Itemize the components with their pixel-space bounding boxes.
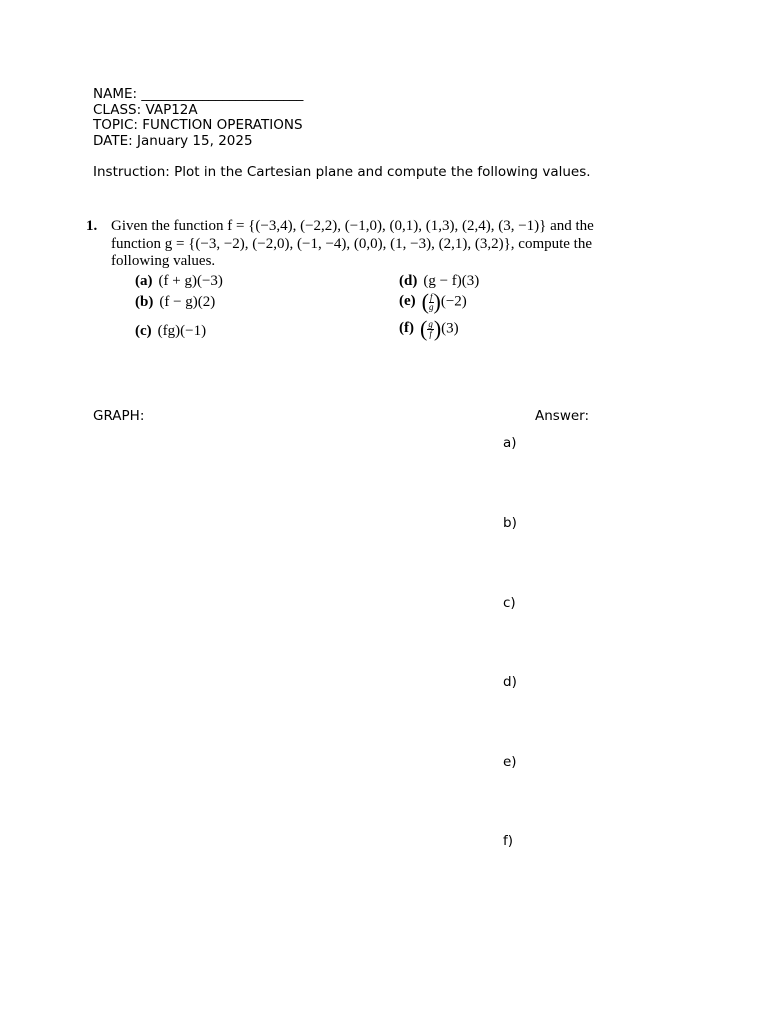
part-e-label: (e) xyxy=(399,293,416,310)
answer-label: Answer: xyxy=(535,408,590,424)
part-b-expression: (f − g)(2) xyxy=(159,294,216,310)
answer-b: b) xyxy=(503,515,517,531)
part-e: (e) ( $\frac{f}{g}$ )(−2) xyxy=(399,289,467,314)
part-c xyxy=(135,323,206,341)
problem-statement xyxy=(111,218,686,271)
part-e-fraction: $\frac{f}{g}$ xyxy=(428,291,434,312)
part-b xyxy=(135,294,215,312)
part-f-fraction: $\frac{g}{f}$ xyxy=(428,318,433,339)
answer-e: e) xyxy=(503,754,517,770)
answer-a: a) xyxy=(503,435,517,451)
part-f-argument: (3) xyxy=(441,320,459,337)
part-a-expression: (f + g)(−3) xyxy=(158,273,223,289)
answer-c: c) xyxy=(503,595,516,611)
graph-label: GRAPH: xyxy=(93,408,145,424)
part-d-label: (d) xyxy=(399,273,418,289)
problem-line-3: following values. xyxy=(111,253,216,269)
part-f-label: (f) xyxy=(399,320,414,337)
name-line: NAME: ________________________ xyxy=(93,86,304,102)
problem-number: 1. xyxy=(86,218,98,234)
problem-line-2: function g = {(−3, −2), (−2,0), (−1, −4), (0,0), (1, −3), (2,1), (3,2)}, compute the xyxy=(111,235,593,252)
part-a xyxy=(135,273,223,291)
answer-d: d) xyxy=(503,674,517,690)
part-d-expression: (g − f)(3) xyxy=(423,273,480,289)
part-b-label: (b) xyxy=(135,294,154,310)
problem-line-1: Given the function f = {(−3,4), (−2,2), (−1,0), (0,1), (1,3), (2,4), (3, −1)} and the xyxy=(111,218,594,234)
part-d xyxy=(399,273,479,291)
class-line: CLASS: VAP12A xyxy=(93,101,198,118)
student-header xyxy=(93,87,303,149)
problem-1 xyxy=(86,218,686,341)
part-e-argument: (−2) xyxy=(440,293,467,310)
part-c-expression: (fg)(−1) xyxy=(157,323,207,339)
answer-f: f) xyxy=(503,833,514,849)
topic-line: TOPIC: FUNCTION OPERATIONS xyxy=(93,117,303,133)
instruction-text: Instruction: Plot in the Cartesian plane and compute the following values. xyxy=(93,164,591,180)
part-c-label: (c) xyxy=(135,323,152,339)
date-line: DATE: January 15, 2025 xyxy=(93,132,253,149)
part-f: (f) ( $\frac{g}{f}$ )(3) xyxy=(399,316,459,341)
part-a-label: (a) xyxy=(135,273,153,289)
